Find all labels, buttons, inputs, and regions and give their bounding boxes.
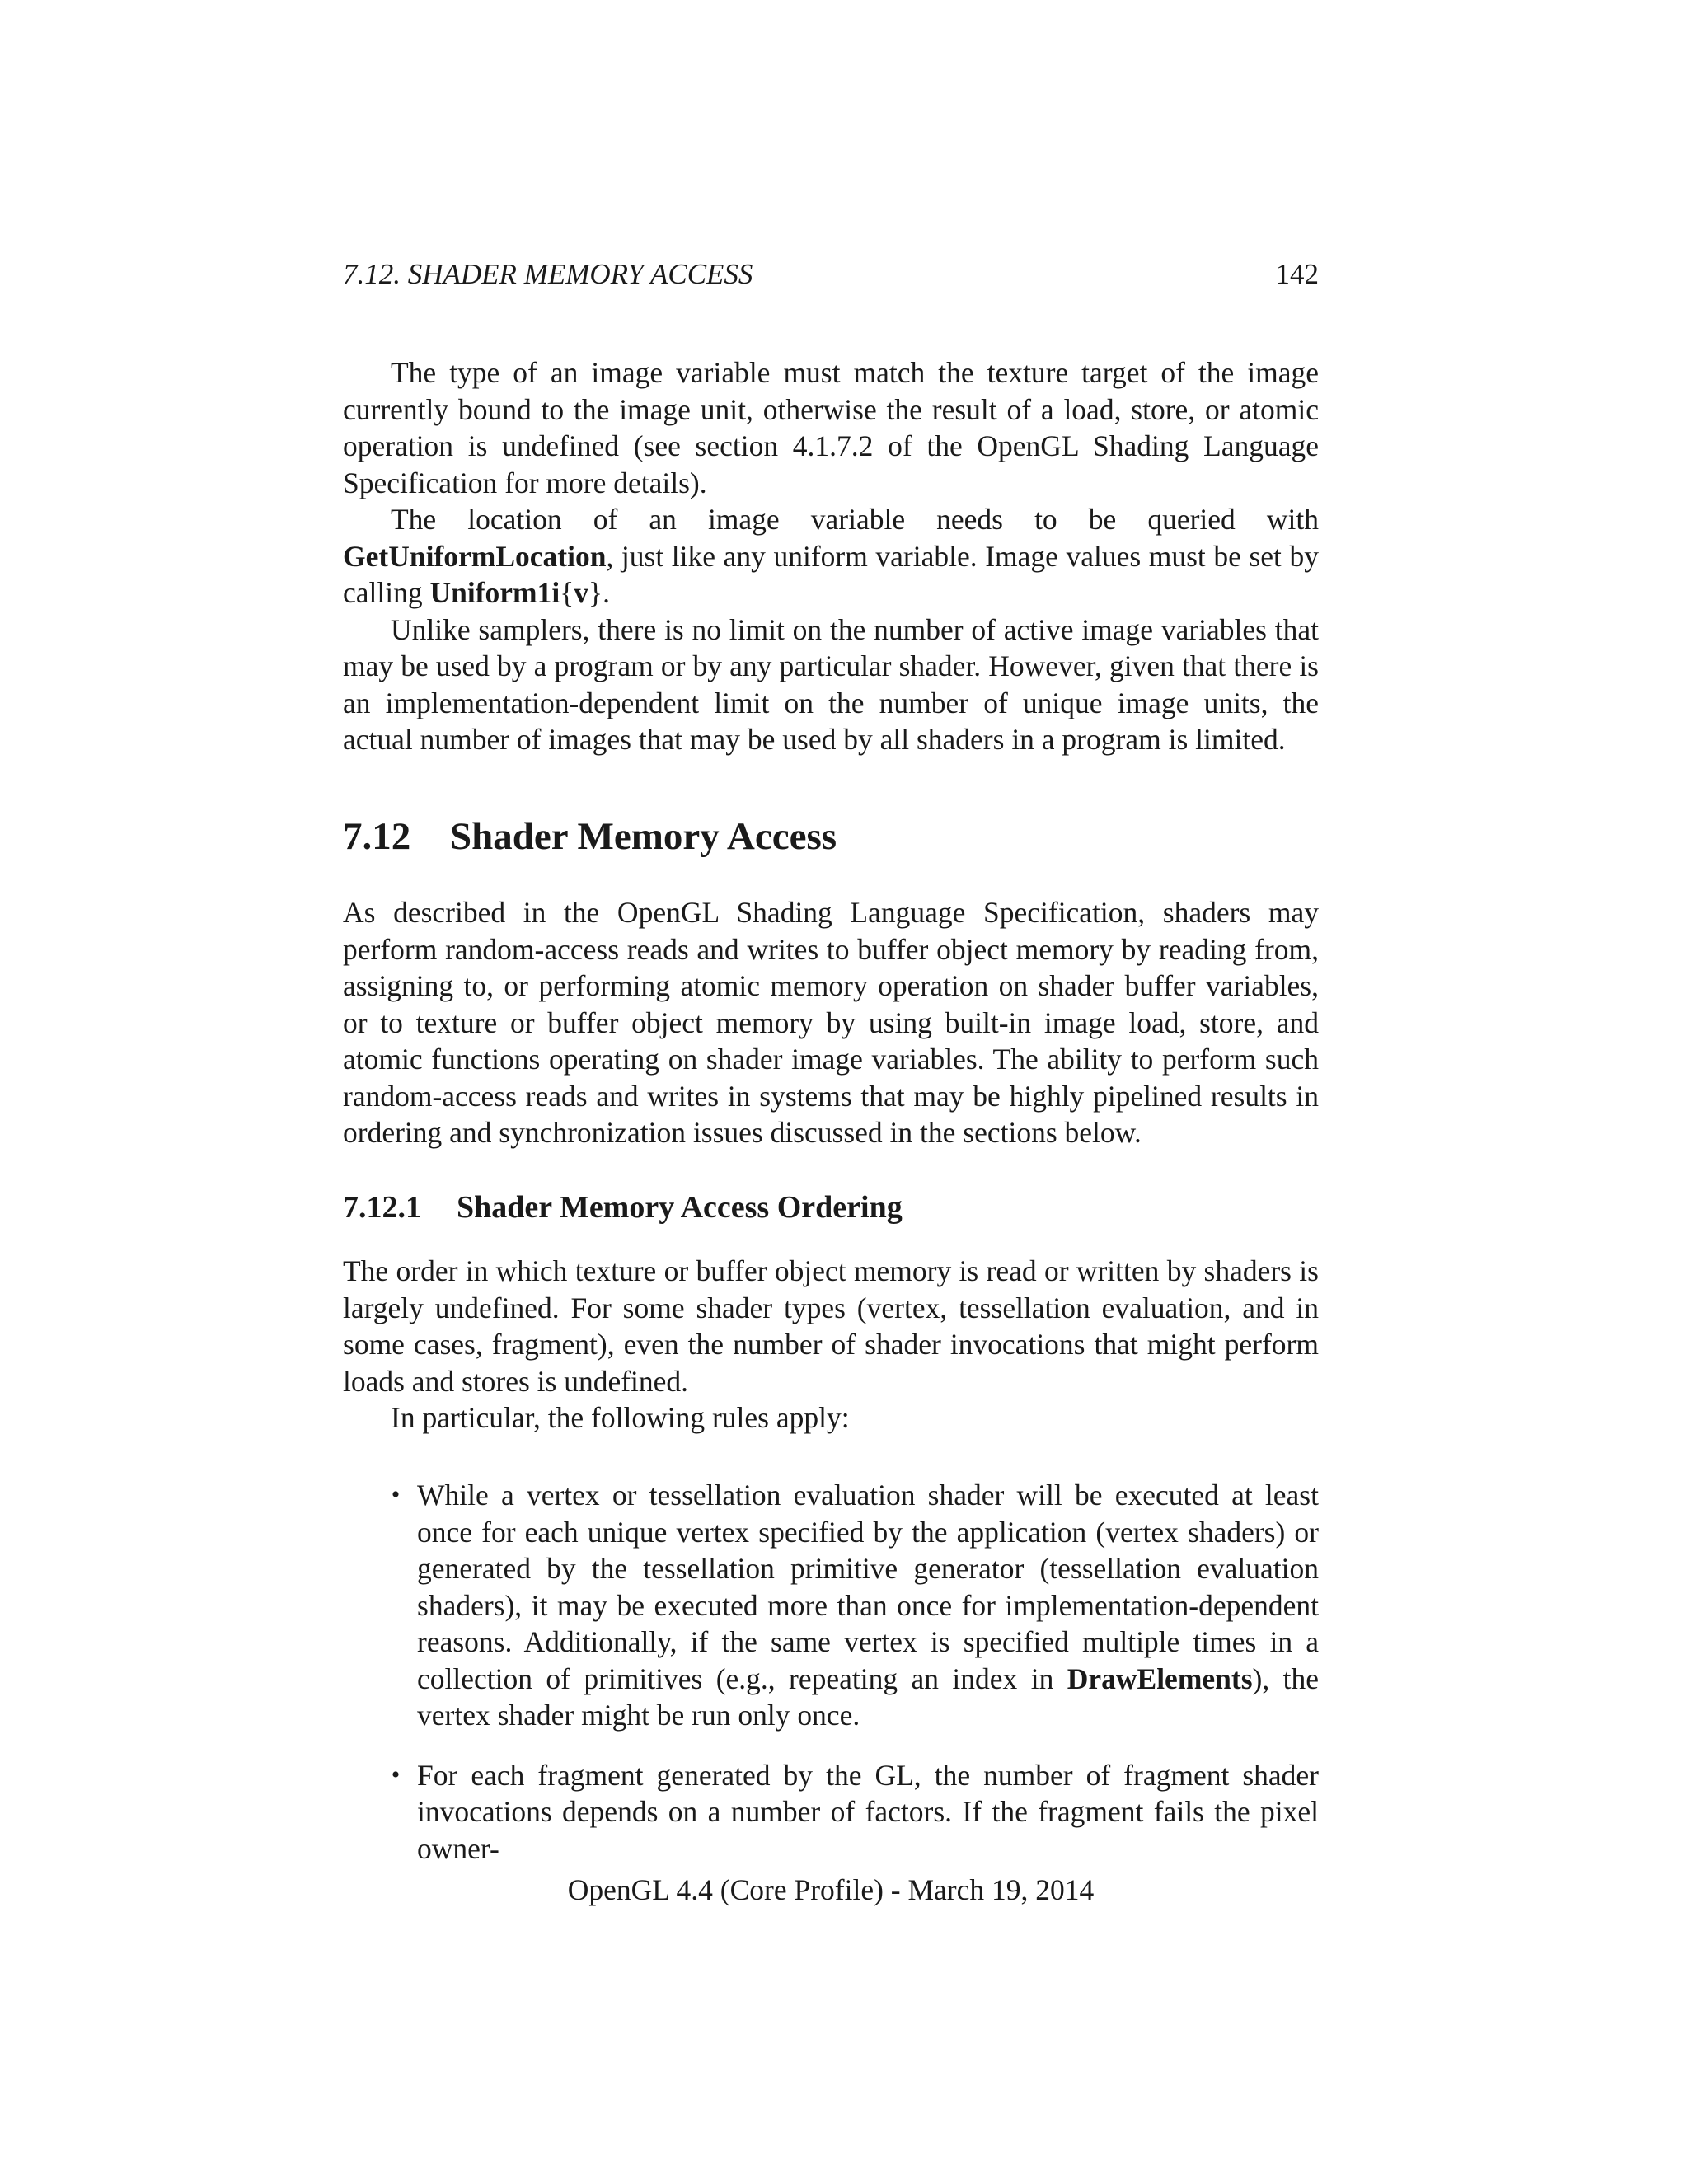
list-item-text: ), the vertex shader might be run only once. [417,1661,1319,1732]
command-get-uniform-location: GetUniformLocation [343,539,607,573]
list-item-text: While a vertex or tessellation evaluation shader will be executed at least once for each unique vertex specified by the application (vertex shaders) or generated by the tessellation primitive generator (tessellation evaluation shaders), it may be executed more than once for implementation-dependent reasons. Additionally, if the same vertex is specified multiple times in a collection of primitives (e.g., repeating an index in [417,1479,1319,1695]
bullet-icon: • [391,1760,401,1788]
command-uniform1i: Uniform1i [429,576,560,609]
intro-paragraph-3: Unlike samplers, there is no limit on the number of active image variables that may be used by a program or by any particular shader. However, given that there is an implementation-dependent limit on the number of unique image units, the actual number of images that may be used by all shaders in a program is limited. [343,612,1319,756]
list-item-text: For each fragment generated by the GL, the number of fragment shader invocations depends on a number of factors. If the fragment fails the pixel owner- [417,1758,1319,1865]
section-number: 7.12 [343,815,411,858]
paragraph-text: . [603,576,610,609]
brace-open: { [560,576,574,609]
subsection-paragraph-2: In particular, the following rules apply: [391,1401,850,1434]
page-footer: OpenGL 4.4 (Core Profile) - March 19, 2014 [567,1873,1095,1906]
section-heading [343,812,1319,861]
brace-close: } [588,576,603,609]
paragraph-text: , just like any uniform variable. Image values must be set by calling [343,539,1319,609]
subsection-paragraph-1: The order in which texture or buffer object memory is read or written by shaders is largely undefined. For some shader types (vertex, tessellation evaluation, and in some cases, fragment), even the number of shader invocations that might perform loads and stores is undefined. [343,1254,1319,1398]
section-paragraph-1: As described in the OpenGL Shading Language Specification, shaders may perform random-access reads and writes to buffer object memory by reading from, assigning to, or performing atomic memory operation on shader buffer variables, or to texture or buffer object memory by using built-in image load, store, and atomic functions operating on shader image variables. The ability to perform such random-access reads and writes in systems that may be highly pipelined results in ordering and synchronization issues discussed in the sections below. [343,896,1319,1149]
subsection-text [343,1253,1319,1436]
rules-list [343,1477,1319,1867]
section-text [343,894,1319,1151]
intro-text [343,354,1319,758]
subsection-heading [343,1187,1319,1228]
subsection-number: 7.12.1 [343,1190,421,1225]
list-item [343,1757,1319,1868]
running-header-section: 7.12. SHADER MEMORY ACCESS [343,258,753,290]
command-suffix-v: v [574,576,589,609]
section-title: Shader Memory Access [450,815,837,858]
paragraph-text: The location of an image variable needs to be queried with [391,503,1319,536]
running-header [343,255,1319,293]
subsection-title: Shader Memory Access Ordering [457,1190,903,1225]
command-draw-elements: DrawElements [1067,1661,1253,1695]
list-item [343,1477,1319,1734]
intro-paragraph-1: The type of an image variable must match the texture target of the image currently bound to the image unit, otherwise the result of a load, store, or atomic operation is undefined (see section 4.1.7.2 of the OpenGL Shading Language Specification for more details). [343,356,1319,499]
bullet-icon: • [391,1481,401,1508]
page-number: 142 [1275,258,1319,290]
intro-paragraph-2 [343,501,1319,612]
